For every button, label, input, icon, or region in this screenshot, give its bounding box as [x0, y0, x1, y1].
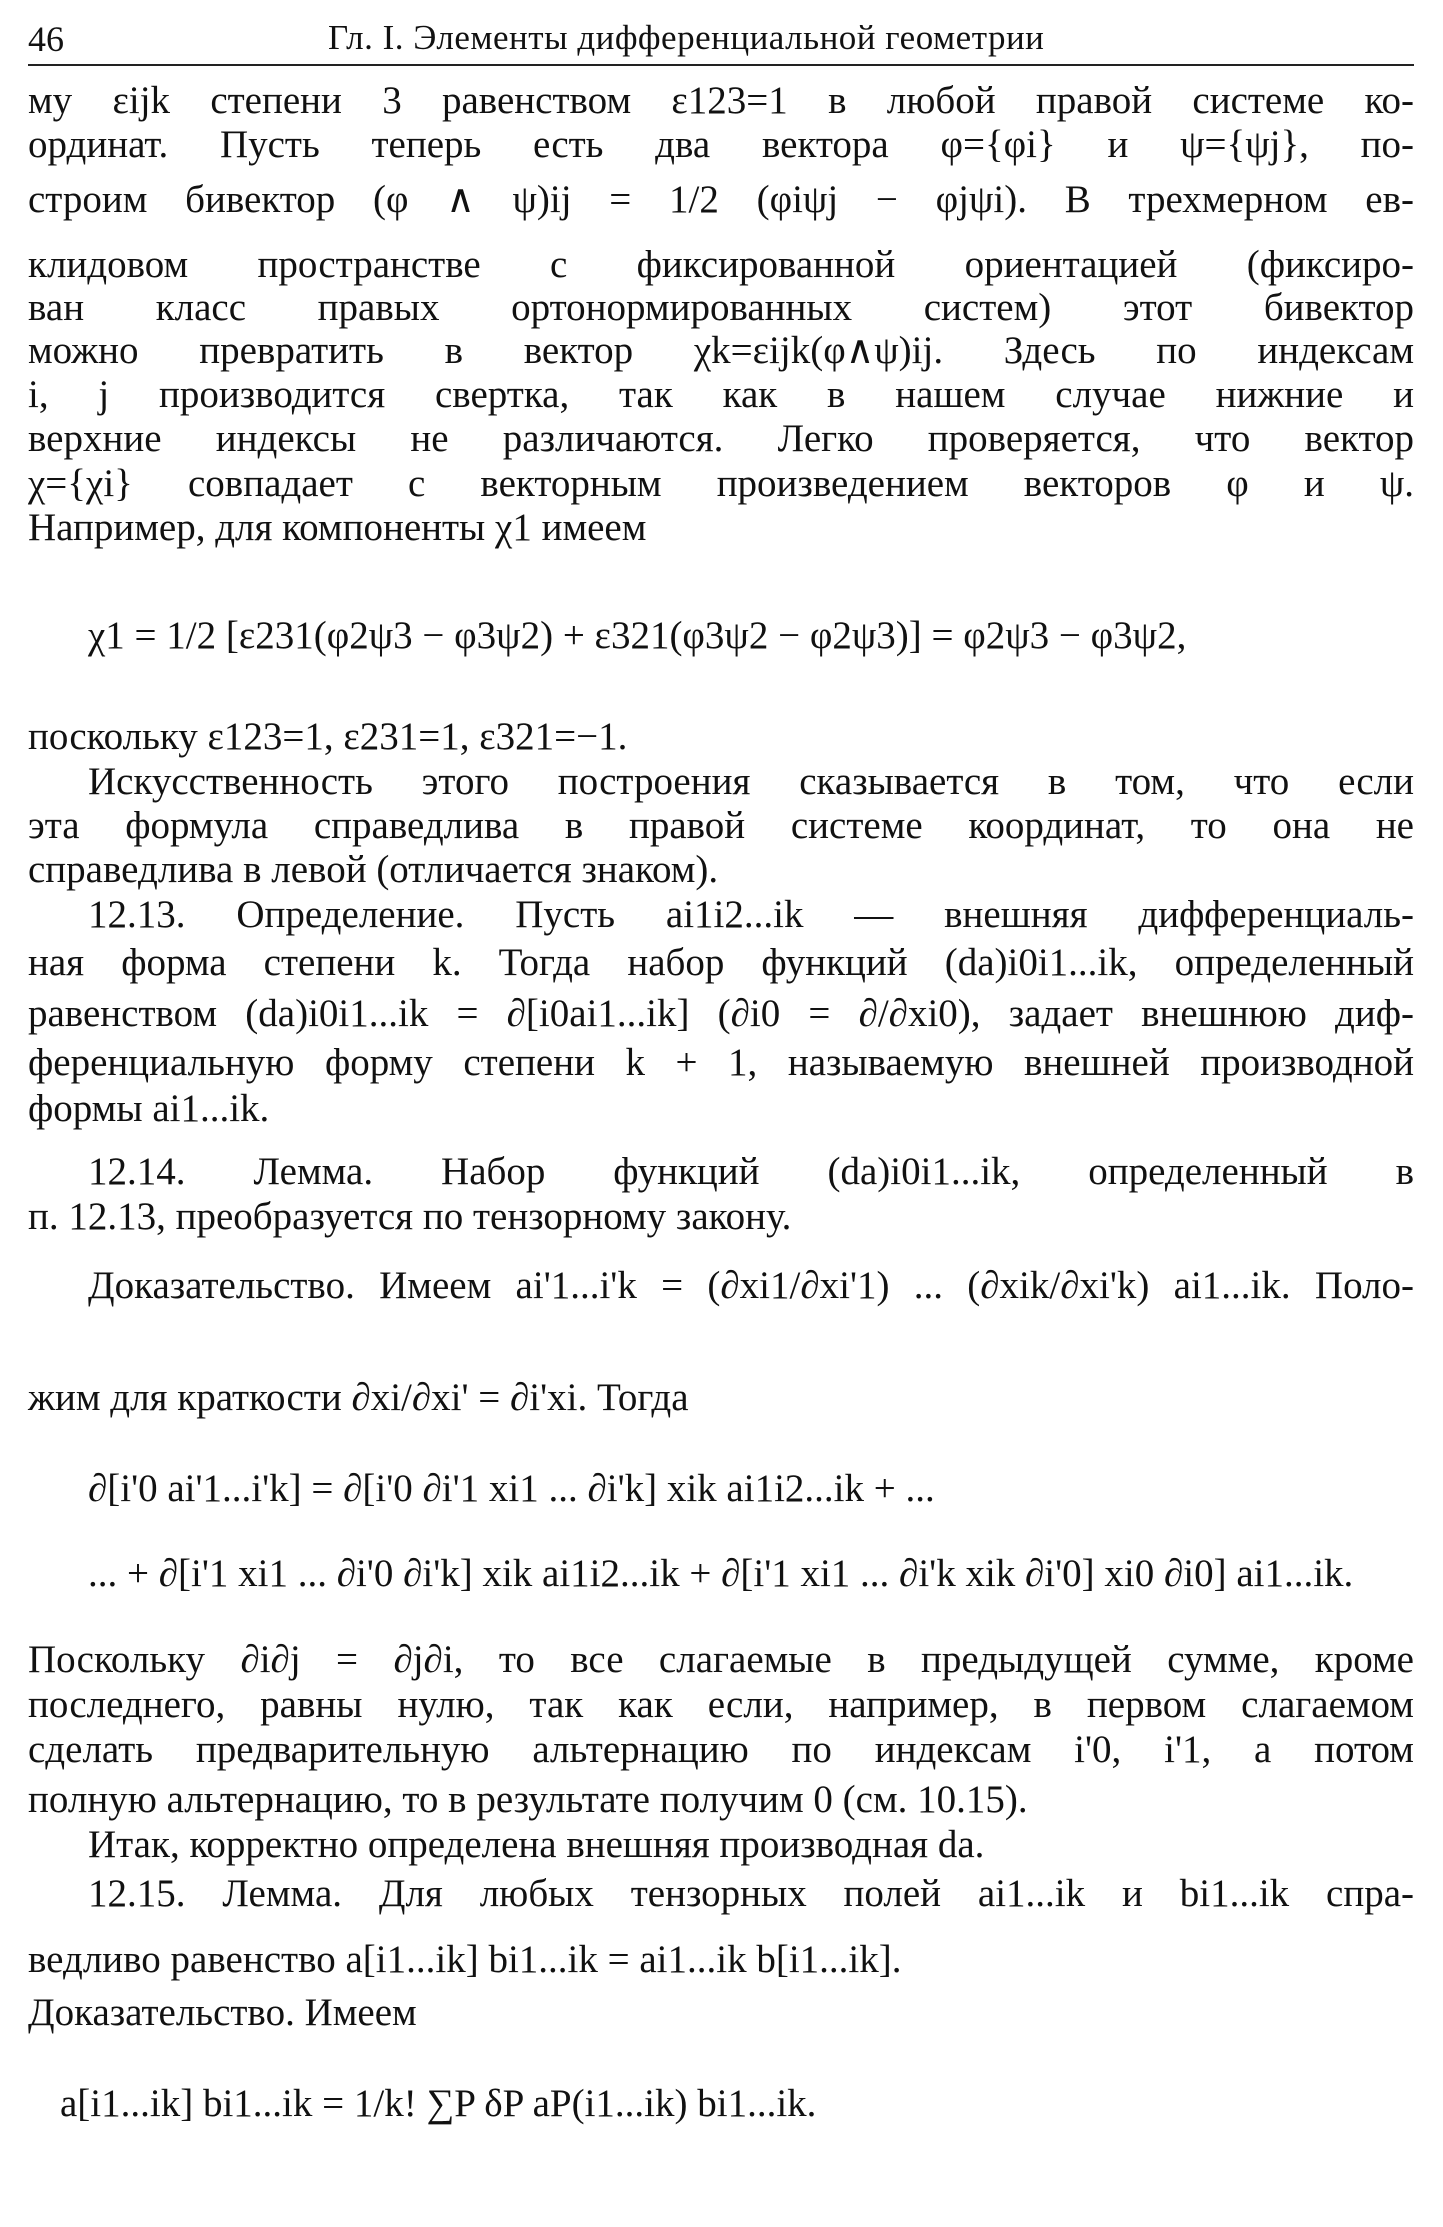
text-line: равенством (da)i0i1...ik = ∂[i0ai1...ik] (∂i0 = ∂/∂xi0), задает внешнюю диф-	[28, 992, 1414, 1035]
running-title: Гл. I. Элементы дифференциальной геометрии	[328, 18, 1045, 57]
text-line: Итак, корректно определена внешняя производная da.	[88, 1823, 985, 1866]
text-line: строим бивектор (φ ∧ ψ)ij = 1/2 (φiψj − φjψi). В трехмерном ев-	[28, 178, 1414, 221]
text-line: Например, для компоненты χ1 имеем	[28, 506, 647, 549]
text-line: полную альтернацию, то в результате получим 0 (см. 10.15).	[28, 1778, 1028, 1821]
text-line: можно превратить в вектор χk=εijk(φ∧ψ)ij. Здесь по индексам	[28, 329, 1414, 372]
text-line: п. 12.13, преобразуется по тензорному закону.	[28, 1195, 792, 1238]
display-equation: ... + ∂[i'1 xi1 ... ∂i'0 ∂i'k] xik ai1i2...ik + ∂[i'1 xi1 ... ∂i'k xik ∂i'0] xi0 ∂i0] ai1...ik.	[88, 1552, 1354, 1595]
text-line: формы ai1...ik.	[28, 1087, 270, 1130]
text-line: ференциальную форму степени k + 1, называемую внешней производной	[28, 1041, 1414, 1084]
text-line: верхние индексы не различаются. Легко проверяется, что вектор	[28, 417, 1414, 460]
text-line: ординат. Пусть теперь есть два вектора φ={φi} и ψ={ψj}, по-	[28, 123, 1414, 166]
text-line: ведливо равенство a[i1...ik] bi1...ik = ai1...ik b[i1...ik].	[28, 1938, 902, 1981]
display-equation: ∂[i'0 ai'1...i'k] = ∂[i'0 ∂i'1 xi1 ... ∂i'k] xik ai1i2...ik + ...	[88, 1467, 935, 1510]
text-line: клидовом пространстве с фиксированной ориентацией (фиксиро-	[28, 243, 1414, 286]
display-equation: χ1 = 1/2 [ε231(φ2ψ3 − φ3ψ2) + ε321(φ3ψ2 − φ2ψ3)] = φ2ψ3 − φ3ψ2,	[88, 614, 1187, 657]
proof-line: Доказательство. Имеем	[28, 1991, 417, 2034]
definition-heading-line: 12.13. Определение. Пусть ai1i2...ik — внешняя дифференциаль-	[88, 893, 1414, 936]
text-line: справедлива в левой (отличается знаком).	[28, 848, 719, 891]
lemma-heading-line: 12.15. Лемма. Для любых тензорных полей ai1...ik и bi1...ik спра-	[88, 1872, 1414, 1915]
text-line: последнего, равны нулю, так как если, например, в первом слагаемом	[28, 1683, 1414, 1726]
header-rule	[28, 64, 1414, 66]
text-line: Поскольку ∂i∂j = ∂j∂i, то все слагаемые в предыдущей сумме, кроме	[28, 1638, 1414, 1681]
page-header	[28, 14, 1414, 62]
display-equation: a[i1...ik] bi1...ik = 1/k! ∑P δP aP(i1...ik) bi1...ik.	[60, 2082, 817, 2125]
text-line: сделать предварительную альтернацию по индексам i'0, i'1, а потом	[28, 1728, 1414, 1771]
lemma-heading-line: 12.14. Лемма. Набор функций (da)i0i1...ik, определенный в	[88, 1150, 1414, 1193]
text-line: Искусственность этого построения сказывается в том, что если	[88, 760, 1414, 803]
text-line: ван класс правых ортонормированных систем) этот бивектор	[28, 286, 1414, 329]
text-line: i, j производится свертка, так как в нашем случае нижние и	[28, 373, 1414, 416]
text-line: χ={χi} совпадает с векторным произведением векторов φ и ψ.	[28, 462, 1414, 505]
page-number: 46	[28, 19, 64, 59]
text-line: жим для краткости ∂xi/∂xi' = ∂i'xi. Тогда	[28, 1376, 689, 1419]
text-line: ная форма степени k. Тогда набор функций (da)i0i1...ik, определенный	[28, 941, 1414, 984]
text-line: эта формула справедлива в правой системе координат, то она не	[28, 804, 1414, 847]
text-line: му εijk степени 3 равенством ε123=1 в любой правой системе ко-	[28, 79, 1414, 122]
text-line: поскольку ε123=1, ε231=1, ε321=−1.	[28, 715, 628, 758]
proof-line: Доказательство. Имеем ai'1...i'k = (∂xi1/∂xi'1) ... (∂xik/∂xi'k) ai1...ik. Поло-	[88, 1264, 1414, 1307]
